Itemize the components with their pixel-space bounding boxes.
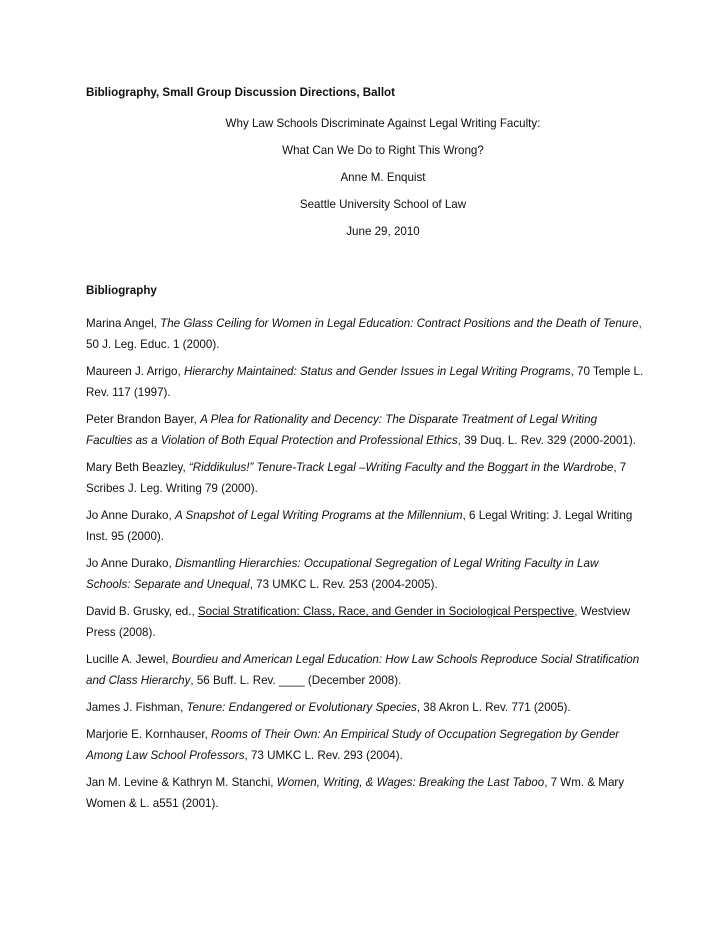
entry-title: Hierarchy Maintained: Status and Gender Issues in Legal Writing Programs [183,365,571,378]
bibliography-entry [86,697,644,718]
document-header: Bibliography, Small Group Discussion Directions, Ballot [86,86,396,99]
entry-author: Peter Brandon Bayer, [86,413,201,426]
entry-author: Marina Angel, [86,317,161,330]
bibliography-heading: Bibliography [86,284,157,297]
entry-author: Mary Beth Beazley, [86,461,189,474]
entry-title: Women, Writing, & Wages: Breaking the Last Taboo [276,776,545,789]
bibliography-entry [86,601,644,643]
entry-citation: , Westview Press (2008). [86,605,631,639]
entry-book-title: Social Stratification: Class, Race, and Gender in Sociological Perspective [197,605,575,618]
title-block [86,115,644,241]
bibliography-entry [86,649,644,691]
bibliography-entry [86,772,644,814]
bibliography-entry [86,361,644,403]
bibliography-entry [86,457,644,499]
entry-title: A Snapshot of Legal Writing Programs at the Millennium [174,509,463,522]
entry-title: A Plea for Rationality and Decency: The Disparate Treatment of Legal Writing Faculties as a Violation of Both Equal Protection and Professional Ethics [86,413,598,447]
bibliography-entry [86,724,644,766]
author-name: Anne M. Enquist [340,171,426,184]
bibliography-entry [86,409,644,451]
entry-author: David B. Grusky, ed., [86,605,198,618]
entry-citation: , 73 UMKC L. Rev. 293 (2004). [244,749,403,762]
institution-name: Seattle University School of Law [299,198,467,211]
entry-author: Jan M. Levine & Kathryn M. Stanchi, [86,776,277,789]
entry-title: Bourdieu and American Legal Education: How Law Schools Reproduce Social Stratification and Class Hierarchy [86,653,640,687]
entry-author: Jo Anne Durako, [86,509,175,522]
entry-title: The Glass Ceiling for Women in Legal Education: Contract Positions and the Death of Tenure [160,317,639,330]
title-line-2: What Can We Do to Right This Wrong? [282,144,484,157]
entry-title: Tenure: Endangered or Evolutionary Species [186,701,417,714]
entry-citation: , 7 Wm. & Mary Women & L. a551 (2001). [86,776,625,810]
entry-citation: , 38 Akron L. Rev. 771 (2005). [416,701,571,714]
entry-title: Dismantling Hierarchies: Occupational Segregation of Legal Writing Faculty in Law Schools: Separate and Unequal [86,557,599,591]
document-date: June 29, 2010 [346,225,420,238]
bibliography-entry [86,505,644,547]
entry-citation: , 39 Duq. L. Rev. 329 (2000-2001). [457,434,636,447]
bibliography-list [86,313,644,814]
entry-citation: , 56 Buff. L. Rev. ____ (December 2008). [190,674,402,687]
entry-author: James J. Fishman, [86,701,187,714]
entry-author: Jo Anne Durako, [86,557,175,570]
entry-citation: , 50 J. Leg. Educ. 1 (2000). [86,317,642,351]
title-line-1: Why Law Schools Discriminate Against Legal Writing Faculty: [225,117,541,130]
entry-citation: , 7 Scribes J. Leg. Writing 79 (2000). [86,461,627,495]
entry-title: “Riddikulus!” Tenure-Track Legal –Writing Faculty and the Boggart in the Wardrobe [188,461,614,474]
entry-author: Lucille A. Jewel, [86,653,172,666]
entry-title: Rooms of Their Own: An Empirical Study of Occupation Segregation by Gender Among Law School Professors [86,728,620,762]
entry-citation: , 73 UMKC L. Rev. 253 (2004-2005). [249,578,438,591]
bibliography-entry [86,313,644,355]
entry-author: Maureen J. Arrigo, [86,365,184,378]
entry-author: Marjorie E. Kornhauser, [86,728,212,741]
entry-citation: , 70 Temple L. Rev. 117 (1997). [86,365,644,399]
entry-citation: , 6 Legal Writing: J. Legal Writing Inst. 95 (2000). [86,509,633,543]
bibliography-entry [86,553,644,595]
